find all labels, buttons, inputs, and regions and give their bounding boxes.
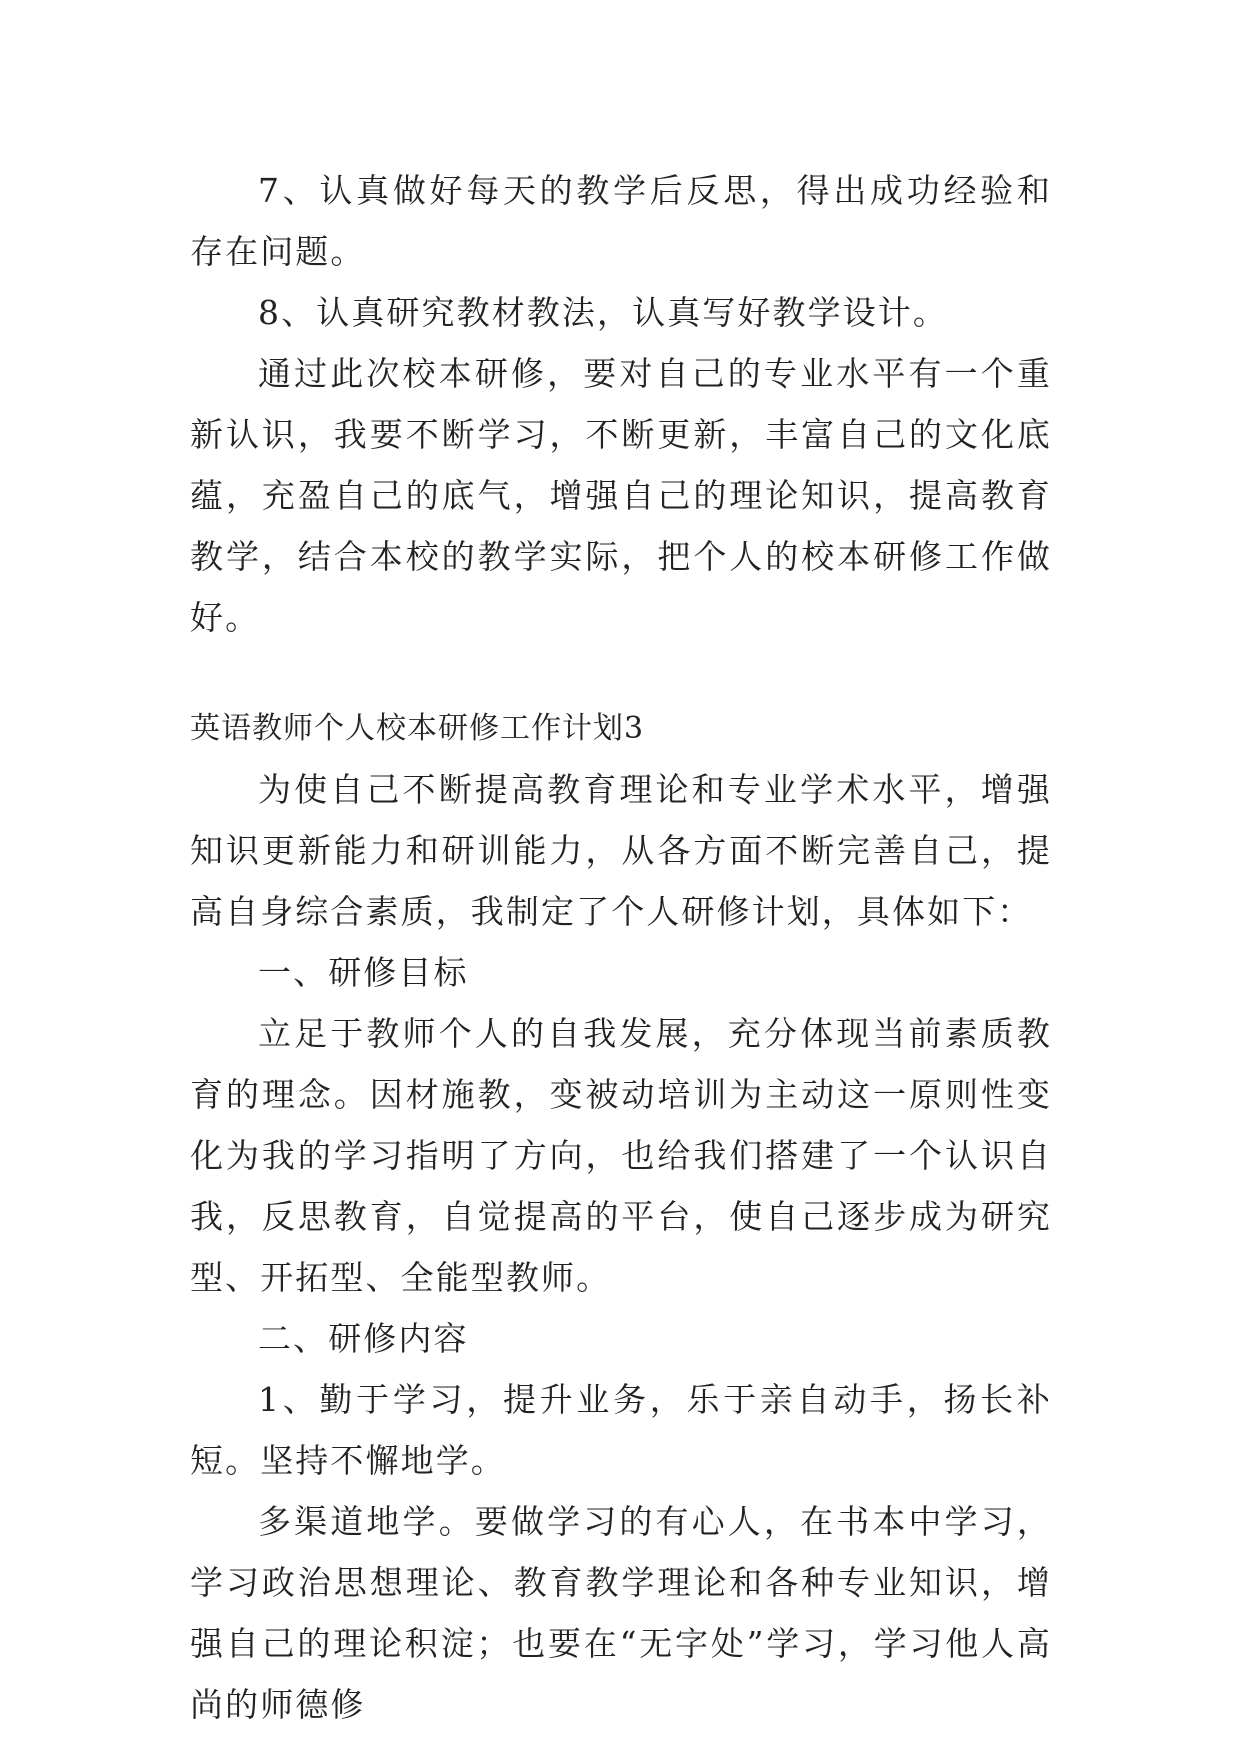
heading-goals: 一、研修目标 xyxy=(258,953,469,992)
paragraph-intro: 为使自己不断提高教育理论和专业学术水平，增强知识更新能力和研训能力，从各方面不断完善自己，提高自身综合素质，我制定了个人研修计划，具体如下： xyxy=(190,770,1052,931)
paragraph-item-8: 8、认真研究教材教法，认真写好教学设计。 xyxy=(258,293,948,332)
paragraph-multichannel: 多渠道地学。要做学习的有心人，在书本中学习，学习政治思想理论、教育教学理论和各种专业知识，增强自己的理论积淀；也要在“无字处”学习，学习他人高尚的师德修 xyxy=(190,1502,1052,1724)
document-body xyxy=(190,160,1052,1735)
paragraph-summary: 通过此次校本研修，要对自己的专业水平有一个重新认识，我要不断学习，不断更新，丰富自己的文化底蕴，充盈自己的底气，增强自己的理论知识，提高教育教学，结合本校的教学实际，把个人的校本研修工作做好。 xyxy=(190,354,1052,637)
paragraph-content-1: 1、勤于学习，提升业务，乐于亲自动手，扬长补短。坚持不懈地学。 xyxy=(190,1380,1052,1480)
paragraph-goals: 立足于教师个人的自我发展，充分体现当前素质教育的理念。因材施教，变被动培训为主动这一原则性变化为我的学习指明了方向，也给我们搭建了一个认识自我，反思教育，自觉提高的平台，使自己逐步成为研究型、开拓型、全能型教师。 xyxy=(190,1014,1052,1297)
section-title: 英语教师个人校本研修工作计划3 xyxy=(190,711,645,746)
heading-content: 二、研修内容 xyxy=(258,1319,469,1358)
paragraph-item-7: 7、认真做好每天的教学后反思，得出成功经验和存在问题。 xyxy=(190,171,1052,271)
